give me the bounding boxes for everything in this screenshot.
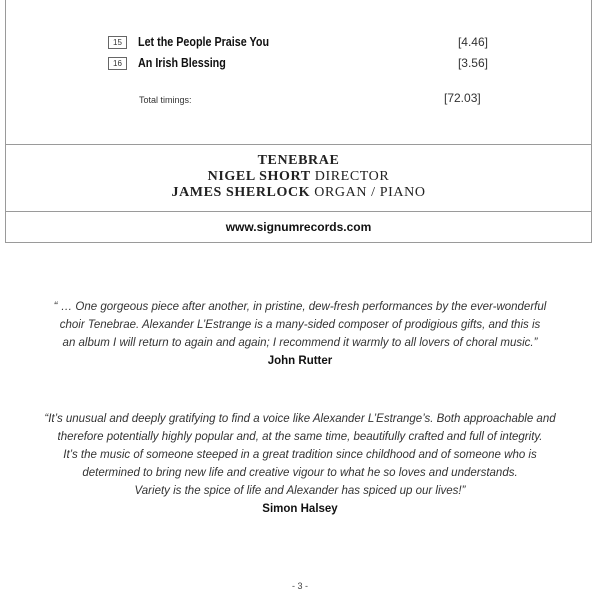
website-link[interactable]: www.signumrecords.com [225,220,372,234]
total-timings-label: Total timings: [139,95,192,105]
quote-line: “It’s unusual and deeply gratifying to find a voice like Alexander L’Estrange’s. Both approachable and [44,413,556,425]
track-number: 16 [108,57,127,70]
divider [6,211,591,212]
divider [6,144,591,145]
track-duration: [3.56] [457,56,488,70]
track-duration: [4.46] [457,35,488,49]
quote-line: choir Tenebrae. Alexander L’Estrange is a many-sided composer of prodigious gifts, and this is [59,319,541,331]
organist-role: ORGAN / PIANO [314,185,426,200]
quote-line: therefore potentially highly popular and, at the same time, beautifully crafted and full of integrity. [57,431,543,443]
quote-line: Variety is the spice of life and Alexander has spiced up our lives!” [134,485,466,497]
quote-author: Simon Halsey [262,503,338,515]
track-title: An Irish Blessing [138,56,226,70]
track-row [108,57,488,73]
track-title: Let the People Praise You [138,35,270,49]
track-number: 15 [108,36,127,49]
page-number: - 3 - [291,581,308,591]
director-name: NIGEL SHORT [207,169,311,184]
director-role: DIRECTOR [314,169,390,184]
quote-line: determined to bring new life and creative vigour to what he so loves and understands. [82,467,518,479]
track-listing-box [5,0,592,243]
organist-name: JAMES SHERLOCK [171,185,311,200]
performer-credits [6,153,591,201]
quote-line: It’s the music of someone steeped in a great tradition since childhood and of someone who is [63,449,537,461]
quote-line: an album I will return to again and again; I recommend it warmly to all lovers of choral music.” [62,337,538,349]
total-timings-value: [72.03] [444,91,481,105]
quote-author: John Rutter [267,355,333,367]
review-quote [0,410,600,518]
quote-line: “ … One gorgeous piece after another, in pristine, dew-fresh performances by the ever-wonderful [53,301,547,313]
review-quote [0,298,600,370]
track-row [108,36,488,52]
ensemble-name: TENEBRAE [257,153,340,168]
